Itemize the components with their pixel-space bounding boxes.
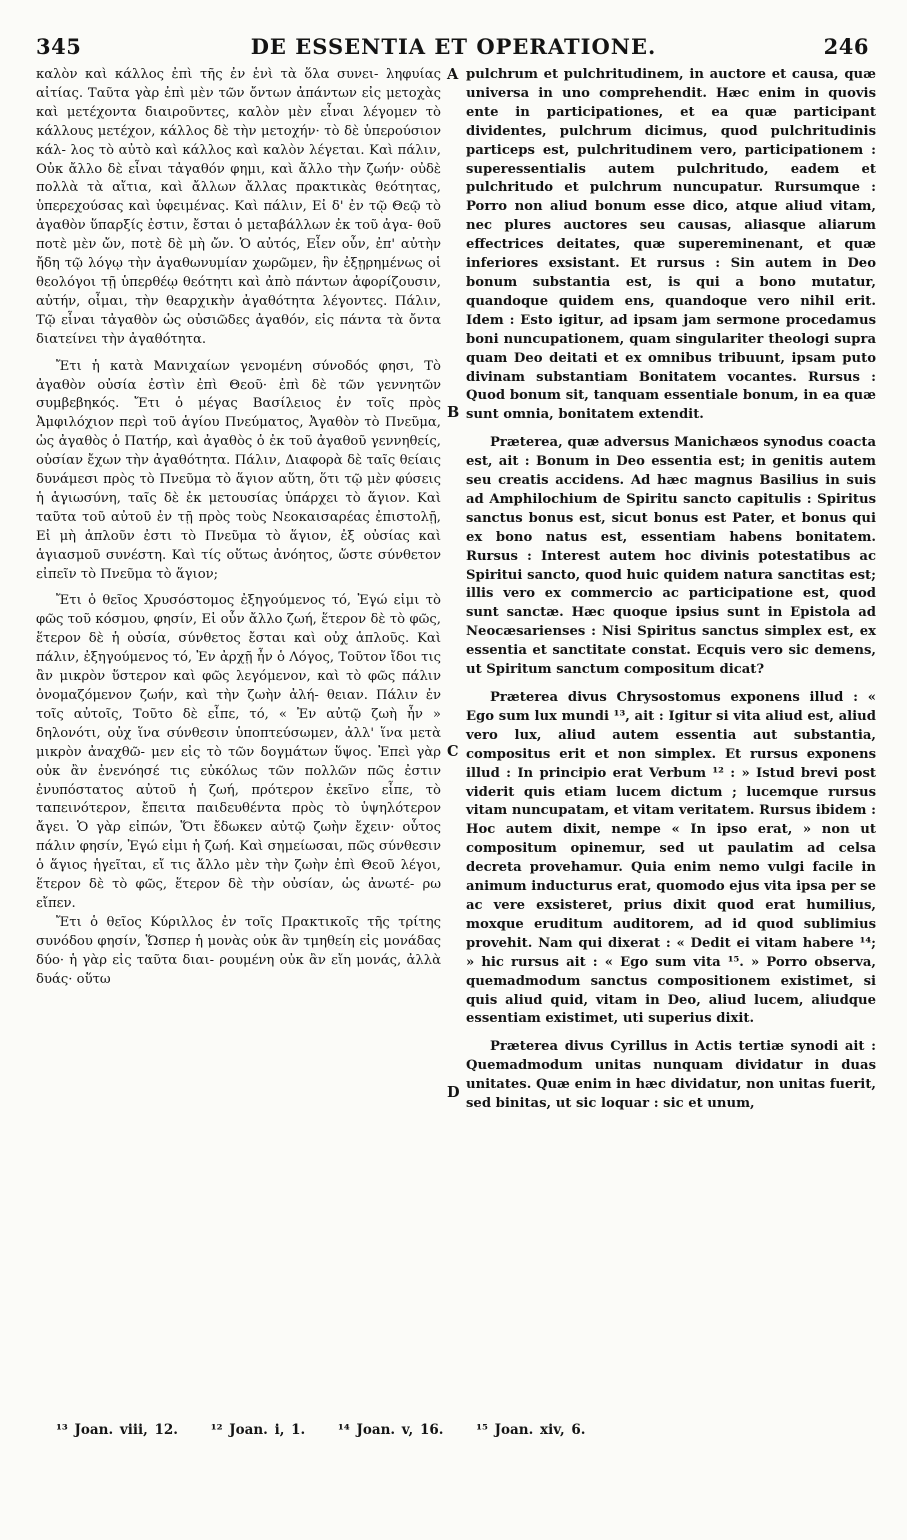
margin-marker-d: D bbox=[447, 1084, 460, 1101]
latin-paragraph-3: Præterea divus Chrysostomus exponens illud : « Ego sum lux mundi ¹³, ait : Igitur si vita aliud est, aliud vero lux, aliud autem essentia aut substantia, compositus erit et non simplex. Et rursus exponens illud : In principio erat Verbum ¹² : » Istud brevi post viderit quis etiam lucem dictum ; lucemque rursus vitam nuncupatam, et vitam veritatem. Rursus ibidem : Hoc autem dixit, nempe « In ipso erat, » non ut compositum opinemur, sed ut paulatim ad celsa decreta provehamur. Quia enim nemo vulgi facile in animum inducturus erat, quomodo ejus vita ipsa per se ac vere exsisteret, prius dixit quod erat humilius, moxque eruditum auditorem, ad id quod sublimius provehit. Nam qui dixerat : « Dedit ei vitam habere ¹⁴; » hic rursus ait : « Ego sum vita ¹⁵. » Porro observa, quemadmodum sanctus compositionem existimet, si quis aliud quid, vitam in Deo, aliud lucem, aliudque essentiam existimet, uti superius dixit. bbox=[466, 690, 876, 1027]
greek-paragraph-4: Ἔτι ὁ θεῖος Κύριλλος ἐν τοῖς Πρακτικοῖς τῆς τρίτης συνόδου φησίν, Ὥσπερ ἡ μονὰς οὐκ ἂν τμηθείη εἰς μονάδας δύο· ἡ γὰρ εἰς ταῦτα διαι- ρουμένη οὐκ ἂν εἴη μονάς, ἀλλὰ δυάς· οὕτω bbox=[36, 914, 441, 987]
latin-paragraph-4: Præterea divus Cyrillus in Actis tertiæ synodi ait : Quemadmodum unitas nunquam dividatur in duas unitates. Quæ enim in hæc dividatur, non unitas fuerit, sed binitas, ut sic loquar : sic et unum, bbox=[466, 1039, 876, 1112]
greek-paragraph-3: Ἔτι ὁ θεῖος Χρυσόστομος ἐξηγούμενος τό, Ἐγώ εἰμι τὸ φῶς τοῦ κόσμου, φησίν, Εἰ οὖν ἄλλο ζωή, ἕτερον δὲ τὸ φῶς, ἕτερον δὲ ἡ οὐσία, σύνθετος ἔσται καὶ οὐχ ἁπλοῦς. Καὶ πάλιν, ἐξηγούμενος τό, Ἐν ἀρχῇ ἦν ὁ Λόγος, Τοῦτον ἴδοι τις ἂν μικρὸν ὕστερον καὶ φῶς λεγόμενον, καὶ τὸ φῶς πάλιν ὀνομαζόμενον ζωήν, καὶ τὴν ζωὴν ἀλή- θειαν. Πάλιν ἐν τοῖς αὐτοῖς, Τοῦτο δὲ εἶπε, τό, « Ἐν αὐτῷ ζωὴ ἦν » δηλονότι, οὐχ ἵνα σύνθεσιν ὑποπτεύσωμεν, ἀλλ' ἵνα μετὰ μικρὸν ἀναχθῶ- μεν εἰς τὸ τῶν δογμάτων ὕψος. Ἐπεὶ γὰρ οὐκ ἂν ἐνενόησέ τις εὐκόλως τῶν πολλῶν πῶς ἐστιν ἐνυπόστατος αὐτοῦ ἡ ζωή, πρότερον ἐκεῖνο εἶπε, τὸ ταπεινότερον, ἔπειτα παιδευθέντα πρὸς τὸ ὑψηλότερον ἄγει. Ὁ γὰρ εἰπών, Ὅτι ἔδωκεν αὐτῷ ζωὴν ἔχειν· οὗτος πάλιν φησίν, Ἐγώ εἰμι ἡ ζωή. Καὶ σημείωσαι, πῶς σύνθεσιν ὁ ἅγιος ἡγεῖται, εἴ τις ἄλλο μὲν τὴν ζωὴν ἐπὶ Θεοῦ λέγοι, ἕτερον δὲ τὸ φῶς, ἕτερον δὲ τὴν οὐσίαν, ὡς ἀνωτέ- ρω εἴπεν. bbox=[36, 593, 441, 911]
footnote-1: ¹³ Joan. viii, 12. bbox=[56, 1422, 178, 1438]
footnote-4: ¹⁵ Joan. xiv, 6. bbox=[476, 1422, 586, 1438]
page-number-left: 345 bbox=[36, 34, 82, 59]
footnote-2: ¹² Joan. i, 1. bbox=[210, 1422, 306, 1438]
greek-paragraph-2: Ἔτι ἡ κατὰ Μανιχαίων γενομένη σύνοδός φησι, Τὸ ἀγαθὸν οὐσία ἐστὶν ἐπὶ Θεοῦ· ἐπὶ δὲ τῶν γεννητῶν συμβεβηκός. Ἔτι ὁ μέγας Βασίλειος ἐν τοῖς πρὸς Ἀμφιλόχιον περὶ τοῦ ἁγίου Πνεύματος, Ἀγαθὸν τὸ Πνεῦμα, ὡς ἀγαθὸς ὁ Πατήρ, καὶ ἀγαθὸς ὁ ἐκ τοῦ ἀγαθοῦ γεννηθείς, οὐσίαν ἔχων τὴν ἀγαθότητα. Πάλιν, Διαφορὰ δὲ ταῖς θείαις δυνάμεσι πρὸς τὸ Πνεῦμα τὸ ἅγιον αὕτη, ὅτι τῷ μὲν φύσεις ἡ ἁγιωσύνη, ταῖς δὲ ἐκ μετουσίας ὑπάρχει τὸ ἅγιον. Καὶ ταῦτα τοῦ αὐτοῦ ἐν τῇ πρὸς τοὺς Νεοκαισαρέας ἐπιστολῇ, Εἰ μὴ ἁπλοῦν ἐστι τὸ Πνεῦμα τὸ ἅγιον, ἐξ οὐσίας καὶ ἁγιασμοῦ συνέστη. Καὶ τίς οὕτως ἀνόητος, ὥστε σύνθετον εἰπεῖν τὸ Πνεῦμα τὸ ἅγιον; bbox=[36, 358, 441, 582]
greek-column bbox=[36, 66, 441, 990]
latin-paragraph-2: Præterea, quæ adversus Manichæos synodus coacta est, ait : Bonum in Deo essentia est; in genitis autem seu creatis accidens. Ad hæc magnus Basilius in suis ad Amphilochium de Spiritu sancto capitulis : Spiritus sanctus bonus est, sicut bonus est Pater, et bonus qui ex bono natus est, essentiam habens bonitatem. Rursus : Interest autem hoc divinis potestatibus ac Spiritui sancto, quod huic quidem natura sanctitas est; illis vero ex commercio ac participatione est, quod sunt sanctæ. Hæc quoque ipsius sunt in Epistola ad Neocæsarienses : Nisi Spiritus sanctus simplex est, ex essentia et sanctitate constat. Ecquis vero sic demens, ut Spiritum sanctum compositum dicat? bbox=[466, 435, 876, 678]
page-number-right: 246 bbox=[823, 34, 869, 59]
margin-marker-b: B bbox=[447, 404, 460, 421]
greek-paragraph-1: καλὸν καὶ κάλλος ἐπὶ τῆς ἐν ἑνὶ τὰ ὅλα συνει- ληφυίας αἰτίας. Ταῦτα γὰρ ἐπὶ μὲν τῶν ὄντων ἀπάντων εἰς μετοχὰς καὶ μετέχοντα διαιροῦντες, καλὸν μὲν εἶναι λέγομεν τὸ κάλλους μετέχον, κάλλος δὲ τὴν μετοχήν· τὸ δὲ ὑπερούσιον κάλ- λος τὸ αὐτὸ καὶ κάλλος καὶ καλὸν λέγεται. Καὶ πάλιν, Οὐκ ἄλλο δὲ εἶναι τἀγαθόν φημι, καὶ ἄλλο τὴν ζωήν· οὐδὲ πολλὰ τὰ αἴτια, καὶ ἄλλων ἄλλας πρακτικὰς θεότητας, ὑπερεχούσας καὶ ὑφειμένας. Καὶ πάλιν, Εἰ δ' ἐν τῷ Θεῷ τὸ ἀγαθὸν ὕπαρξίς ἐστιν, ἔσται ὁ μεταβάλλων ἐκ τοῦ ἀγα- θοῦ ποτὲ μὲν ὤν, ποτὲ δὲ μὴ ὤν. Ὁ αὐτός, Εἶεν οὖν, ἐπ' αὐτὴν ἤδη τῷ λόγῳ τὴν ἀγαθωνυμίαν χωρῶμεν, ἣν ἐξῃρημένως οἱ θεολόγοι τῇ ὑπερθέῳ θεότητι καὶ ἀπὸ πάντων ἀφορίζουσιν, αὐτήν, οἶμαι, τὴν θεαρχικὴν ἀγαθότητα λέγοντες. Πάλιν, Τῷ εἶναι τἀγαθὸν ὡς οὐσιῶδες ἀγαθόν, εἰς πάντα τὰ ὄντα διατείνει τὴν ἀγαθότητα. bbox=[36, 67, 441, 347]
latin-column bbox=[466, 66, 876, 1114]
footnotes bbox=[56, 1422, 876, 1438]
footnote-3: ¹⁴ Joan. v, 16. bbox=[337, 1422, 444, 1438]
running-title: DE ESSENTIA ET OPERATIONE. bbox=[250, 34, 657, 59]
margin-marker-c: C bbox=[447, 743, 459, 760]
latin-paragraph-1: pulchrum et pulchritudinem, in auctore et causa, quæ universa in uno comprehendit. Hæc enim in quovis ente in participationes, et ea quæ participant dividentes, pulchrum dicimus, quod pulchritudinis particeps est, pulchritudinem vero, participationem : superessentialis autem pulchritudo, eadem et pulchritudo et pulchrum nuncupatur. Rursumque : Porro non aliud bonum esse dico, atque aliud vitam, nec plures auctores seu causas, aliasque aliarum effectrices deitates, quæ supereminenant, et quæ inferiores exsistant. Et rursus : Sin autem in Deo bonum substantia est, is qui a bono mutatur, quandoque quidem ens, quandoque vero nihil erit. Idem : Esto igitur, ad ipsam jam sermone procedamus boni nuncupationem, quam singulariter theologi supra quam Deo deitati et ex omnibus tribuunt, ipsam puto divinam substantiam Bonitatem vocantes. Rursus : Quod bonum sit, tanquam essentiale bonum, in ea quæ sunt omnia, bonitatem extendit. bbox=[466, 67, 876, 423]
margin-marker-a: A bbox=[447, 66, 459, 83]
